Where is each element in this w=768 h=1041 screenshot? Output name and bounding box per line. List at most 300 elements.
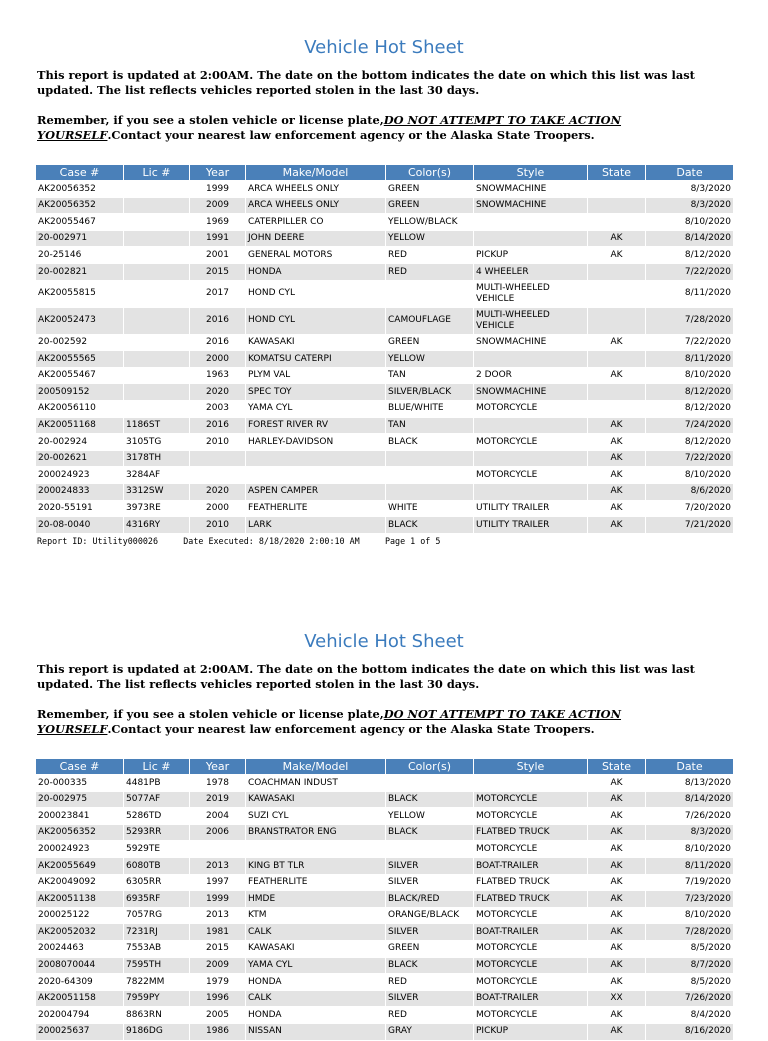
- year-cell: 2010: [190, 517, 246, 534]
- make-model-cell: GENERAL MOTORS: [246, 247, 386, 264]
- state-cell: AK: [588, 808, 646, 825]
- state-cell: AK: [588, 467, 646, 484]
- table-row: [36, 467, 734, 484]
- style-cell: [474, 214, 588, 231]
- column-header-year: Year: [190, 165, 246, 181]
- make-model-cell: KAWASAKI: [246, 791, 386, 808]
- column-header-year: Year: [190, 759, 246, 775]
- year-cell: 2009: [190, 197, 246, 214]
- style-cell: UTILITY TRAILER: [474, 500, 588, 517]
- color-cell: RED: [386, 974, 474, 991]
- license-number-cell: [124, 263, 190, 280]
- date-cell: 8/4/2020: [646, 1007, 734, 1024]
- make-model-cell: NISSAN: [246, 1023, 386, 1040]
- warning-paragraph: [37, 707, 737, 737]
- column-header-color: Color(s): [386, 759, 474, 775]
- column-header-color: Color(s): [386, 165, 474, 181]
- year-cell: 1991: [190, 230, 246, 247]
- year-cell: 2019: [190, 791, 246, 808]
- column-header-date: Date: [646, 165, 734, 181]
- color-cell: RED: [386, 263, 474, 280]
- case-number-cell: 200023841: [36, 808, 124, 825]
- style-cell: BOAT-TRAILER: [474, 924, 588, 941]
- color-cell: TAN: [386, 417, 474, 434]
- make-model-cell: SUZI CYL: [246, 808, 386, 825]
- license-number-cell: 3312SW: [124, 483, 190, 500]
- make-model-cell: COACHMAN INDUST: [246, 775, 386, 792]
- color-cell: YELLOW: [386, 230, 474, 247]
- case-number-cell: 20-002975: [36, 791, 124, 808]
- year-cell: 2001: [190, 247, 246, 264]
- license-number-cell: 9186DG: [124, 1023, 190, 1040]
- style-cell: 2 DOOR: [474, 367, 588, 384]
- color-cell: GRAY: [386, 1023, 474, 1040]
- report-id: Report ID: Utility000026: [37, 536, 159, 546]
- column-header-style: Style: [474, 165, 588, 181]
- table-row: [36, 400, 734, 417]
- case-number-cell: AK20055467: [36, 367, 124, 384]
- column-header-lic: Lic #: [124, 165, 190, 181]
- style-cell: [474, 483, 588, 500]
- case-number-cell: 20-002821: [36, 263, 124, 280]
- color-cell: YELLOW: [386, 351, 474, 368]
- color-cell: BLACK: [386, 824, 474, 841]
- style-cell: [474, 230, 588, 247]
- case-number-cell: AK20056352: [36, 181, 124, 198]
- date-cell: 8/11/2020: [646, 857, 734, 874]
- table-body: [36, 181, 734, 534]
- year-cell: 2003: [190, 400, 246, 417]
- date-cell: 8/11/2020: [646, 280, 734, 307]
- year-cell: [190, 450, 246, 467]
- color-cell: [386, 841, 474, 858]
- case-number-cell: AK20051158: [36, 990, 124, 1007]
- color-cell: [386, 483, 474, 500]
- make-model-cell: KTM: [246, 907, 386, 924]
- date-cell: 7/26/2020: [646, 808, 734, 825]
- table-row: [36, 874, 734, 891]
- table-row: [36, 247, 734, 264]
- table-row: [36, 384, 734, 401]
- style-cell: MOTORCYCLE: [474, 791, 588, 808]
- color-cell: TAN: [386, 367, 474, 384]
- year-cell: 2010: [190, 434, 246, 451]
- date-cell: 8/12/2020: [646, 434, 734, 451]
- case-number-cell: AK20055649: [36, 857, 124, 874]
- page-title: Vehicle Hot Sheet: [304, 631, 464, 652]
- color-cell: CAMOUFLAGE: [386, 307, 474, 334]
- style-cell: MOTORCYCLE: [474, 808, 588, 825]
- state-cell: AK: [588, 517, 646, 534]
- column-header-date: Date: [646, 759, 734, 775]
- date-cell: 7/23/2020: [646, 891, 734, 908]
- intro-paragraph: This report is updated at 2:00AM. The date on the bottom indicates the date on which this list was last updated. The list reflects vehicles reported stolen in the last 30 days.: [37, 662, 695, 691]
- color-cell: BLACK: [386, 434, 474, 451]
- case-number-cell: AK20051168: [36, 417, 124, 434]
- case-number-cell: 20-002971: [36, 230, 124, 247]
- warning-prefix: Remember, if you see a stolen vehicle or license plate,: [37, 113, 384, 127]
- state-cell: [588, 307, 646, 334]
- license-number-cell: 5286TD: [124, 808, 190, 825]
- column-header-style: Style: [474, 759, 588, 775]
- style-cell: MOTORCYCLE: [474, 974, 588, 991]
- style-cell: FLATBED TRUCK: [474, 824, 588, 841]
- table-row: [36, 775, 734, 792]
- year-cell: 2000: [190, 351, 246, 368]
- page-number: Page 1 of 5: [384, 536, 441, 546]
- state-cell: AK: [588, 957, 646, 974]
- table-row: [36, 417, 734, 434]
- table-row: [36, 197, 734, 214]
- table-header: [36, 165, 734, 181]
- make-model-cell: BRANSTRATOR ENG: [246, 824, 386, 841]
- style-cell: MOTORCYCLE: [474, 841, 588, 858]
- case-number-cell: 200025122: [36, 907, 124, 924]
- license-number-cell: 8863RN: [124, 1007, 190, 1024]
- state-cell: AK: [588, 874, 646, 891]
- make-model-cell: LARK: [246, 517, 386, 534]
- style-cell: MOTORCYCLE: [474, 400, 588, 417]
- year-cell: 2020: [190, 384, 246, 401]
- date-cell: 8/10/2020: [646, 367, 734, 384]
- make-model-cell: ARCA WHEELS ONLY: [246, 181, 386, 198]
- table-row: [36, 483, 734, 500]
- case-number-cell: 20-002621: [36, 450, 124, 467]
- year-cell: 2006: [190, 824, 246, 841]
- date-cell: 8/12/2020: [646, 400, 734, 417]
- warning-suffix: .Contact your nearest law enforcement agency or the Alaska State Troopers.: [107, 128, 595, 142]
- year-cell: 2004: [190, 808, 246, 825]
- state-cell: [588, 400, 646, 417]
- table-row: [36, 434, 734, 451]
- make-model-cell: KAWASAKI: [246, 334, 386, 351]
- style-cell: [474, 450, 588, 467]
- make-model-cell: HONDA: [246, 974, 386, 991]
- style-cell: MOTORCYCLE: [474, 907, 588, 924]
- color-cell: BLACK/RED: [386, 891, 474, 908]
- license-number-cell: 3284AF: [124, 467, 190, 484]
- table-header: [36, 759, 734, 775]
- license-number-cell: 3178TH: [124, 450, 190, 467]
- date-cell: 8/6/2020: [646, 483, 734, 500]
- make-model-cell: ARCA WHEELS ONLY: [246, 197, 386, 214]
- state-cell: AK: [588, 434, 646, 451]
- case-number-cell: AK20056110: [36, 400, 124, 417]
- date-cell: 8/10/2020: [646, 841, 734, 858]
- case-number-cell: 2020-64309: [36, 974, 124, 991]
- year-cell: [190, 467, 246, 484]
- color-cell: ORANGE/BLACK: [386, 907, 474, 924]
- year-cell: 2020: [190, 483, 246, 500]
- case-number-cell: AK20055565: [36, 351, 124, 368]
- make-model-cell: KOMATSU CATERPI: [246, 351, 386, 368]
- state-cell: AK: [588, 500, 646, 517]
- color-cell: SILVER: [386, 990, 474, 1007]
- style-cell: FLATBED TRUCK: [474, 891, 588, 908]
- table-row: [36, 924, 734, 941]
- make-model-cell: SPEC TOY: [246, 384, 386, 401]
- case-number-cell: 20-25146: [36, 247, 124, 264]
- color-cell: SILVER: [386, 857, 474, 874]
- style-cell: 4 WHEELER: [474, 263, 588, 280]
- make-model-cell: FEATHERLITE: [246, 874, 386, 891]
- date-cell: 7/22/2020: [646, 450, 734, 467]
- year-cell: 1986: [190, 1023, 246, 1040]
- state-cell: AK: [588, 791, 646, 808]
- license-number-cell: [124, 280, 190, 307]
- warning-emphasis: DO NOT ATTEMPT TO TAKE ACTION YOURSELF: [37, 707, 622, 736]
- table-row: [36, 841, 734, 858]
- case-number-cell: 20-002924: [36, 434, 124, 451]
- year-cell: 1997: [190, 874, 246, 891]
- year-cell: 2016: [190, 307, 246, 334]
- warning-suffix: .Contact your nearest law enforcement agency or the Alaska State Troopers.: [107, 722, 595, 736]
- state-cell: [588, 214, 646, 231]
- column-header-case: Case #: [36, 165, 124, 181]
- color-cell: WHITE: [386, 500, 474, 517]
- date-cell: 7/19/2020: [646, 874, 734, 891]
- case-number-cell: AK20051138: [36, 891, 124, 908]
- license-number-cell: 7553AB: [124, 940, 190, 957]
- year-cell: [190, 841, 246, 858]
- date-cell: 8/3/2020: [646, 824, 734, 841]
- page-title: Vehicle Hot Sheet: [304, 37, 464, 58]
- color-cell: BLUE/WHITE: [386, 400, 474, 417]
- date-cell: 7/26/2020: [646, 990, 734, 1007]
- style-cell: MOTORCYCLE: [474, 434, 588, 451]
- style-cell: SNOWMACHINE: [474, 334, 588, 351]
- make-model-cell: [246, 841, 386, 858]
- make-model-cell: [246, 467, 386, 484]
- color-cell: BLACK: [386, 957, 474, 974]
- style-cell: MOTORCYCLE: [474, 467, 588, 484]
- color-cell: BLACK: [386, 791, 474, 808]
- year-cell: 1999: [190, 891, 246, 908]
- date-cell: 7/22/2020: [646, 263, 734, 280]
- table-row: [36, 974, 734, 991]
- state-cell: AK: [588, 857, 646, 874]
- table-row: [36, 857, 734, 874]
- state-cell: AK: [588, 367, 646, 384]
- case-number-cell: 200024923: [36, 467, 124, 484]
- license-number-cell: 7595TH: [124, 957, 190, 974]
- make-model-cell: KAWASAKI: [246, 940, 386, 957]
- case-number-cell: AK20055467: [36, 214, 124, 231]
- date-cell: 8/12/2020: [646, 247, 734, 264]
- year-cell: 2015: [190, 263, 246, 280]
- year-cell: 2016: [190, 417, 246, 434]
- year-cell: 1979: [190, 974, 246, 991]
- intro-paragraph: This report is updated at 2:00AM. The date on the bottom indicates the date on which this list was last updated. The list reflects vehicles reported stolen in the last 30 days.: [37, 68, 695, 97]
- table-row: [36, 957, 734, 974]
- date-cell: 7/24/2020: [646, 417, 734, 434]
- case-number-cell: 20-002592: [36, 334, 124, 351]
- table-row: [36, 990, 734, 1007]
- date-executed: Date Executed: 8/18/2020 2:00:10 AM: [183, 536, 360, 546]
- case-number-cell: AK20056352: [36, 197, 124, 214]
- year-cell: 2015: [190, 940, 246, 957]
- make-model-cell: CALK: [246, 990, 386, 1007]
- color-cell: GREEN: [386, 181, 474, 198]
- make-model-cell: [246, 450, 386, 467]
- table-row: [36, 263, 734, 280]
- make-model-cell: JOHN DEERE: [246, 230, 386, 247]
- license-number-cell: 3105TG: [124, 434, 190, 451]
- column-header-lic: Lic #: [124, 759, 190, 775]
- license-number-cell: 6080TB: [124, 857, 190, 874]
- license-number-cell: 5293RR: [124, 824, 190, 841]
- state-cell: [588, 351, 646, 368]
- color-cell: GREEN: [386, 197, 474, 214]
- license-number-cell: [124, 351, 190, 368]
- license-number-cell: [124, 197, 190, 214]
- case-number-cell: 20024463: [36, 940, 124, 957]
- column-header-case: Case #: [36, 759, 124, 775]
- case-number-cell: 2008070044: [36, 957, 124, 974]
- style-cell: [474, 775, 588, 792]
- stolen-vehicle-table: [35, 758, 734, 1041]
- date-cell: 8/16/2020: [646, 1023, 734, 1040]
- year-cell: 2016: [190, 334, 246, 351]
- table-row: [36, 367, 734, 384]
- stolen-vehicle-table: [35, 164, 734, 534]
- year-cell: 1981: [190, 924, 246, 941]
- make-model-cell: CALK: [246, 924, 386, 941]
- state-cell: [588, 197, 646, 214]
- style-cell: MULTI-WHEELED VEHICLE: [474, 280, 588, 307]
- state-cell: AK: [588, 334, 646, 351]
- year-cell: 1978: [190, 775, 246, 792]
- state-cell: AK: [588, 1007, 646, 1024]
- year-cell: 2013: [190, 857, 246, 874]
- state-cell: AK: [588, 230, 646, 247]
- table-row: [36, 280, 734, 307]
- style-cell: BOAT-TRAILER: [474, 857, 588, 874]
- year-cell: 1996: [190, 990, 246, 1007]
- color-cell: GREEN: [386, 334, 474, 351]
- date-cell: 8/14/2020: [646, 791, 734, 808]
- license-number-cell: [124, 247, 190, 264]
- state-cell: AK: [588, 841, 646, 858]
- date-cell: 7/20/2020: [646, 500, 734, 517]
- case-number-cell: AK20055815: [36, 280, 124, 307]
- case-number-cell: 200025637: [36, 1023, 124, 1040]
- date-cell: 8/13/2020: [646, 775, 734, 792]
- case-number-cell: 20-000335: [36, 775, 124, 792]
- year-cell: 1999: [190, 181, 246, 198]
- color-cell: BLACK: [386, 517, 474, 534]
- make-model-cell: HOND CYL: [246, 280, 386, 307]
- make-model-cell: ASPEN CAMPER: [246, 483, 386, 500]
- state-cell: AK: [588, 1023, 646, 1040]
- year-cell: 1963: [190, 367, 246, 384]
- color-cell: SILVER: [386, 924, 474, 941]
- case-number-cell: 202004794: [36, 1007, 124, 1024]
- case-number-cell: AK20052032: [36, 924, 124, 941]
- date-cell: 7/22/2020: [646, 334, 734, 351]
- make-model-cell: HARLEY-DAVIDSON: [246, 434, 386, 451]
- warning-paragraph: [37, 113, 737, 143]
- color-cell: [386, 450, 474, 467]
- year-cell: 2013: [190, 907, 246, 924]
- license-number-cell: [124, 230, 190, 247]
- column-header-make: Make/Model: [246, 759, 386, 775]
- style-cell: UTILITY TRAILER: [474, 517, 588, 534]
- make-model-cell: FEATHERLITE: [246, 500, 386, 517]
- table-row: [36, 351, 734, 368]
- warning-emphasis: DO NOT ATTEMPT TO TAKE ACTION YOURSELF: [37, 113, 622, 142]
- license-number-cell: 4316RY: [124, 517, 190, 534]
- report-footer: [37, 536, 440, 546]
- make-model-cell: HOND CYL: [246, 307, 386, 334]
- color-cell: GREEN: [386, 940, 474, 957]
- table-row: [36, 334, 734, 351]
- style-cell: [474, 417, 588, 434]
- table-row: [36, 307, 734, 334]
- license-number-cell: 7959PY: [124, 990, 190, 1007]
- date-cell: 8/3/2020: [646, 197, 734, 214]
- license-number-cell: [124, 384, 190, 401]
- year-cell: 2000: [190, 500, 246, 517]
- style-cell: MOTORCYCLE: [474, 940, 588, 957]
- make-model-cell: PLYM VAL: [246, 367, 386, 384]
- state-cell: AK: [588, 891, 646, 908]
- date-cell: 8/10/2020: [646, 907, 734, 924]
- table-row: [36, 181, 734, 198]
- table-row: [36, 1023, 734, 1040]
- year-cell: 1969: [190, 214, 246, 231]
- column-header-make: Make/Model: [246, 165, 386, 181]
- state-cell: AK: [588, 974, 646, 991]
- style-cell: MOTORCYCLE: [474, 957, 588, 974]
- license-number-cell: [124, 367, 190, 384]
- date-cell: 8/3/2020: [646, 181, 734, 198]
- warning-prefix: Remember, if you see a stolen vehicle or license plate,: [37, 707, 384, 721]
- color-cell: YELLOW: [386, 808, 474, 825]
- state-cell: AK: [588, 417, 646, 434]
- column-header-state: State: [588, 165, 646, 181]
- table-body: [36, 775, 734, 1041]
- date-cell: 8/10/2020: [646, 214, 734, 231]
- state-cell: [588, 384, 646, 401]
- state-cell: AK: [588, 775, 646, 792]
- style-cell: PICKUP: [474, 1023, 588, 1040]
- color-cell: RED: [386, 247, 474, 264]
- make-model-cell: CATERPILLER CO: [246, 214, 386, 231]
- case-number-cell: 200509152: [36, 384, 124, 401]
- table-row: [36, 500, 734, 517]
- license-number-cell: [124, 214, 190, 231]
- date-cell: 8/14/2020: [646, 230, 734, 247]
- table-row: [36, 517, 734, 534]
- license-number-cell: [124, 334, 190, 351]
- color-cell: [386, 775, 474, 792]
- make-model-cell: YAMA CYL: [246, 957, 386, 974]
- style-cell: [474, 351, 588, 368]
- style-cell: MULTI-WHEELED VEHICLE: [474, 307, 588, 334]
- column-header-state: State: [588, 759, 646, 775]
- date-cell: 8/11/2020: [646, 351, 734, 368]
- style-cell: BOAT-TRAILER: [474, 990, 588, 1007]
- table-row: [36, 230, 734, 247]
- style-cell: SNOWMACHINE: [474, 197, 588, 214]
- color-cell: [386, 280, 474, 307]
- table-row: [36, 824, 734, 841]
- case-number-cell: 200024833: [36, 483, 124, 500]
- date-cell: 7/21/2020: [646, 517, 734, 534]
- case-number-cell: AK20049092: [36, 874, 124, 891]
- style-cell: SNOWMACHINE: [474, 181, 588, 198]
